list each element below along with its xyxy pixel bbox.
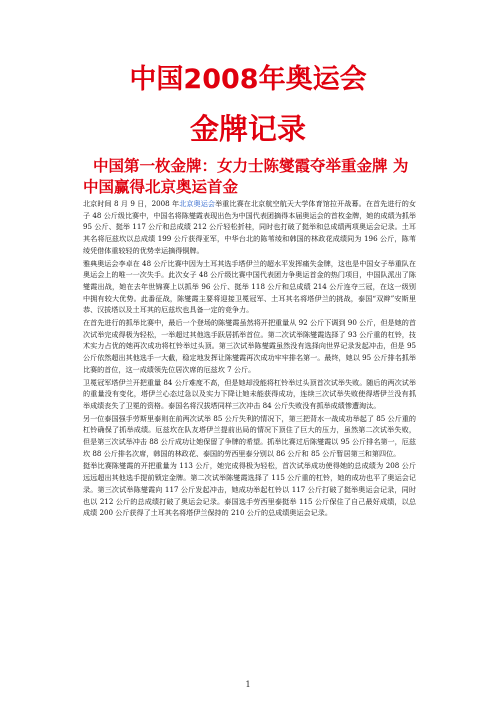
olympics-link[interactable]: 北京奥运会 <box>179 199 216 208</box>
title-line-1: 中国2008年奥运会 <box>129 64 367 95</box>
paragraph-1 <box>83 198 416 257</box>
paragraph-3: 在首先进行的抓举比赛中，最后一个登场的陈燮霞虽然将开把重量从 92 公斤下调到 90 公斤，但是她的首次试举完成得极为轻松，一举超过其他选手跃居抓举首位。第二次试举陈燮霞选择了 93 公斤重的杠铃，技术实力占优的她再次成功将杠铃举过头顶。第三次试举陈燮霞虽然没有选择向世界记录发起冲击，但是 95 公斤依然超出其他选手一大截，稳定地发挥让陈燮霞再次成功牢牢排名第一。最终，她以 95 公斤排名抓举比赛的首位，这一成绩领先位居次席的厄兹坎 7 公斤。 <box>83 318 416 374</box>
article-body <box>83 198 416 520</box>
paragraph-6: 挺举比赛陈燮霞的开把重量为 113 公斤，她完成得极为轻松，首次试举成功使得她的总成绩为 208 公斤远远超出其他选手提前锁定金牌。第二次试举陈燮霞选择了 115 公斤重的杠铃，她的成功也平了奥运会记录。第三次试举陈燮霞向 117 公斤发起冲击，她成功举起杠铃以 117 公斤打破了挺举奥运会记录，同时也以 212 公斤的总成绩打破了奥运会记录。泰国选手劳西里泰挺举 115 公斤保住了自己最好成绩，以总成绩 200 公斤获得了土耳其名将塔伊兰保持的 210 公斤的总成绩奥运会记录。 <box>83 461 416 518</box>
paragraph-text: 北京时间 8 月 9 日，2008 年 <box>83 199 180 208</box>
paragraph-5: 另一位泰国强手劳斯里泰则在前两次试举 85 公斤失利的情况下，第三把背水一战成功举起了 85 公斤重的杠铃确保了抓举成绩。厄兹坎在队友塔伊兰提前出局的情况下顶住了巨大的压力，虽然第二次试举失败，但是第三次试举冲击 88 公斤成功让她保留了争牌的希望。抓举比赛过后陈燮霞以 95 公斤排名第一，厄兹坎 88 公斤排名次席，韩国的林政花、泰国的劳西里泰分别以 86 公斤和 85 公斤暂居第三和第四位。 <box>83 413 416 458</box>
page-number: 1 <box>245 680 251 689</box>
paragraph-text: 举重比赛在北京航空航天大学体育馆拉开战幕。在首先进行的女子 48 公斤级比赛中，中国名将陈燮霞表现出色为中国代表团摘得本届奥运会的首枚金牌，她的成绩为抓举 95 公斤、挺举 117 公斤和总成绩 212 公斤轻松折桂，同时也打破了挺举和总成绩两项奥运会记录。土耳其名将厄兹坎以总成绩 199 公斤获得亚军，中华台北的陈苇绫和韩国的林政花成绩同为 196 公斤，陈苇绫凭借体重较轻的优势幸运摘得铜牌。 <box>83 199 416 255</box>
subheading: 中国第一枚金牌：女力士陈燮霞夺举重金牌 为中国赢得北京奥运首金 <box>83 157 409 196</box>
paragraph-4: 卫冕冠军塔伊兰开把重量 84 公斤难度不高，但是她却没能将杠铃举过头顶首次试举失败。随后的两次试举的重量没有变化，塔伊兰心态过急以及实力下降让她未能获得成功，连续三次试举失败使得塔伊兰没有抓举成绩丧失了卫冕的资格。泰国名将汉拔塔同样三次冲击 84 公斤失败没有抓举成绩惨遭淘汰。 <box>83 377 416 410</box>
paragraph-2: 雅典奥运会李卓在 48 公斤比赛中因为土耳其选手塔伊兰的超水平发挥痛失金牌，这也是中国女子举重队在奥运会上的唯一一次失手。此次女子 48 公斤级比赛中国代表团力争奥运首金的热门项目，中国队派出了陈燮霞出战，她在去年世锦赛上以抓举 96 公斤、挺举 118 公斤和总成绩 214 公斤连夺三冠，在这一级别中拥有较大优势。此番征战，陈燮霞主要将迎接卫冕冠军、土耳其名将塔伊兰的挑战，泰国“双辫”安斯里恭、汉拔塔以及土耳其的厄兹坎也具备一定的竞争力。 <box>83 258 416 315</box>
title-line-2: 金牌记录 <box>189 112 306 146</box>
